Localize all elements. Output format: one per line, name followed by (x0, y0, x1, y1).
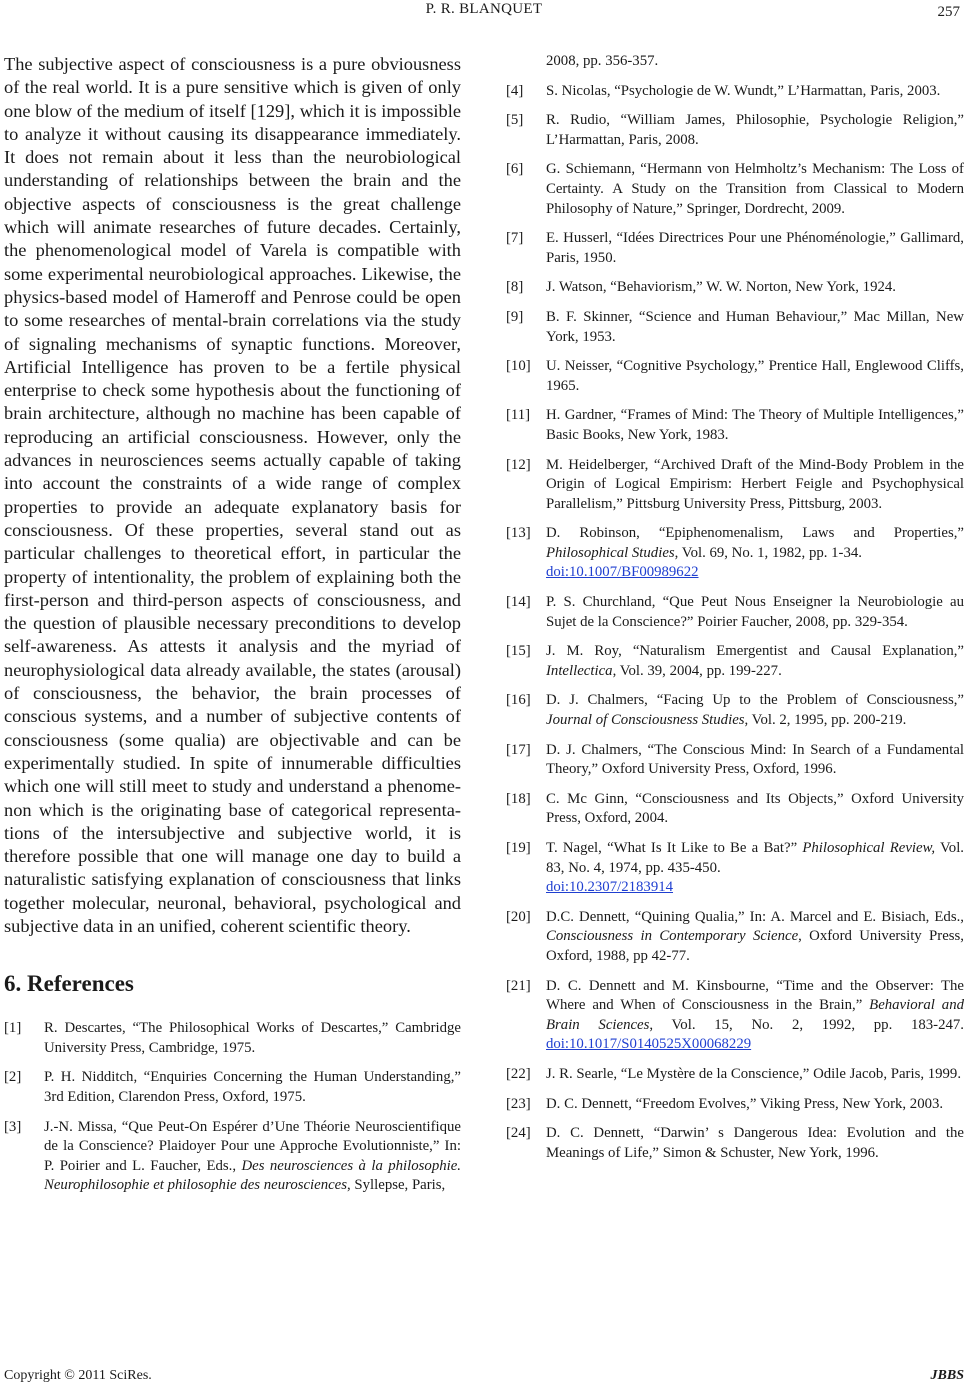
reference-text (546, 593, 964, 632)
reference-source-title: Intellectica (546, 662, 613, 679)
reference-text (546, 1095, 964, 1115)
reference-number (506, 52, 546, 72)
reference-citation-tail: , Vol. 15, No. 2, 1992, pp. 183-247. (649, 1016, 965, 1033)
reference-citation-tail: Vol. 83, No. 4, 1974, pp. 435-450. (546, 840, 964, 876)
reference-text (546, 908, 964, 967)
reference-item (506, 1124, 964, 1163)
reference-number: [1] (4, 1020, 22, 1037)
reference-number: [22] (506, 1065, 531, 1082)
reference-number: [13] (506, 525, 531, 542)
reference-text (546, 642, 964, 681)
footer-journal: JBBS (930, 1368, 964, 1383)
reference-text (546, 741, 964, 780)
reference-citation-tail: , Vol. 39, 2004, pp. 199-227. (612, 662, 782, 679)
reference-item (506, 790, 964, 829)
reference-item (506, 642, 964, 681)
reference-number: [24] (506, 1125, 531, 1142)
reference-item (506, 82, 964, 102)
reference-citation: J.-N. Missa, “Que Peut-On Espérer d’Une Théorie Neuroscientifique de la Conscience? Plaidoyer Pour une Approche Evolutionniste,” In: P. Poirier and L. Faucher, Eds., (44, 1118, 461, 1174)
reference-source-title: Consciousness in Contemporary Science (546, 928, 799, 945)
reference-citation: C. Mc Ginn, “Consciousness and Its Objects,” Oxford University Press, Oxford, 2004. (546, 790, 964, 827)
reference-citation: M. Heidelberger, “Archived Draft of the Mind-Body Problem in the Origin of Logical Empirism: Herbert Feigle and Psychophysical Parallelism,” Pittsburg University Press, Pittsburg, 2003. (546, 456, 964, 512)
reference-item (506, 52, 964, 72)
reference-item (506, 456, 964, 515)
reference-item (506, 1065, 964, 1085)
reference-citation: D.C. Dennett, “Quining Qualia,” In: A. Marcel and E. Bisiach, Eds., (546, 908, 964, 925)
reference-citation: R. Descartes, “The Philosophical Works of Descartes,” Cambridge University Press, Cambridge, 1975. (44, 1020, 461, 1056)
reference-text (546, 790, 964, 829)
running-header-author: P. R. BLANQUET (425, 1, 543, 17)
reference-text (546, 308, 964, 347)
reference-citation: D. C. Dennett and M. Kinsbourne, “Time and the Observer: The Where and When of Consciousness in the Brain,” (546, 977, 964, 1014)
reference-text (546, 278, 964, 298)
reference-item (506, 908, 964, 967)
reference-item (506, 160, 964, 219)
reference-citation: J. Watson, “Behaviorism,” W. W. Norton, New York, 1924. (546, 279, 896, 296)
reference-number: [23] (506, 1095, 531, 1112)
reference-text (546, 160, 964, 219)
reference-number: [16] (506, 692, 531, 709)
reference-item (506, 977, 964, 1055)
reference-item (4, 1019, 461, 1058)
reference-source-title: Des neurosciences à la philosophie. Neurophilosophie et philosophie des neurosciences (44, 1157, 462, 1194)
doi-link[interactable]: doi:10.1007/BF00989622 (546, 564, 699, 581)
reference-citation: B. F. Skinner, “Science and Human Behaviour,” Mac Millan, New York, 1953. (546, 308, 964, 345)
reference-text (546, 111, 964, 150)
reference-item (506, 691, 964, 730)
reference-number: [14] (506, 594, 531, 611)
reference-citation: E. Husserl, “Idées Directrices Pour une Phénoménologie,” Gallimard, Paris, 1950. (546, 230, 964, 266)
reference-item (506, 229, 964, 268)
reference-citation: D. Robinson, “Epiphenomenalism, Laws and Properties,” (546, 525, 964, 542)
reference-citation: P. S. Churchland, “Que Peut Nous Enseigner la Neurobiologie au Sujet de la Conscience?” Poirier Faucher, 2008, pp. 329-354. (546, 594, 964, 630)
reference-number: [12] (506, 456, 531, 473)
reference-number: [19] (506, 840, 531, 856)
reference-item (4, 1118, 461, 1196)
reference-number: [15] (506, 643, 531, 660)
reference-item (506, 278, 964, 298)
reference-citation: J. R. Searle, “Le Mystère de la Conscience,” Odile Jacob, Paris, 1999. (546, 1065, 962, 1082)
reference-text (44, 1019, 461, 1058)
reference-item (506, 1095, 964, 1115)
doi-link[interactable]: doi:10.1017/S0140525X00068229 (546, 1036, 752, 1053)
reference-citation-tail: , Oxford University Press, Oxford, 1988, pp 42-77. (546, 928, 964, 964)
reference-text (546, 524, 964, 583)
reference-citation: R. Rudio, “William James, Philosophie, Psychologie Religion,” L’Harmattan, Paris, 2008. (546, 112, 964, 148)
reference-citation: P. H. Nidditch, “Enquiries Concerning the Human Understanding,” 3rd Edition, Clarendon Press, Oxford, 1975. (44, 1069, 461, 1106)
reference-citation: U. Neisser, “Cognitive Psychology,” Prentice Hall, Englewood Cliffs, 1965. (546, 358, 964, 394)
reference-citation: H. Gardner, “Frames of Mind: The Theory of Multiple Intelligences,” Basic Books, New York, 1983. (546, 407, 964, 443)
reference-item (506, 593, 964, 632)
reference-number: [3] (4, 1118, 22, 1135)
reference-number: [21] (506, 977, 531, 994)
reference-text (546, 977, 964, 1055)
reference-item (506, 406, 964, 445)
references-heading: 6. References (4, 971, 134, 997)
reference-citation-tail: , Vol. 2, 1995, pp. 200-219. (744, 712, 907, 729)
reference-citation: D. J. Chalmers, “Facing Up to the Problem of Consciousness,” (546, 692, 964, 709)
reference-number: [2] (4, 1069, 22, 1086)
reference-list-right (506, 52, 964, 1163)
reference-text (546, 52, 964, 72)
right-column (506, 52, 964, 1173)
body-paragraph: The subjective aspect of consciousness is a pure obviousness of the real world. It is a pure sensitive which is given of only one blow of the medium of itself [129], which it is impossible to analyze it without causing its disappearance immediately. It does not remain about it less than the neurobiological understanding of relationships between the brain and the objective aspects of consciousness is the great challenge which will animate researches of future decades. Certainly, the phenomenological model of Varela is compatible with some experimental neurobiological approaches. Likewise, the physics-based model of Hameroff and Penrose could be open to some researches of mental-brain correlations via the study of signaling mechanisms of synaptic functions. Moreover, Artificial Intelligence has proven to be a fertile physical enterprise to check some hypothesis about the functioning of brain architecture, although no machine has been capable of reproducing an artificial consciousness. However, only the advances in neurosciences seems actually capable of taking into account the constraints of a wide range of complex properties to provide an adequate explanatory basis for consciousness. Of these properties, several stand out as particular challenges to theoretical effort, in particular the property of intentionality, the problem of explaining both the first-person and third-person aspects of consciousness, and the question of plausible necessary preconditions to develop self-awareness. As attests it analysis and the myriad of neurophysiological data already available, the states (arousal) of consciousness, the behavior, the brain processes of conscious systems, and a number of subjective contents of consciousness (some qualia) are objectivable and can be experimentally studied. In spite of innumerable difficulties which one will still meet to study and understand a phenomenon which is the originating base of categorical representations of the intersubjective and subjective world, it is therefore possible that one will manage one day to build a naturalistic satisfying explanation of consciousness that links together molecular, neuronal, behavioral, psychological and subjective data in an unified, coherent scientific theory. (4, 54, 461, 936)
reference-citation: 2008, pp. 356-357. (546, 53, 659, 69)
reference-number: [7] (506, 230, 524, 247)
reference-citation: D. J. Chalmers, “The Conscious Mind: In Search of a Fundamental Theory,” Oxford University Press, Oxford, 1996. (546, 741, 964, 778)
reference-text (546, 456, 964, 515)
reference-number: [4] (506, 82, 524, 99)
reference-number: [11] (506, 407, 531, 424)
reference-text (546, 1124, 964, 1163)
reference-source-title: Philosophical Review, (802, 840, 936, 856)
reference-list-left (4, 1019, 461, 1196)
reference-citation: G. Schiemann, “Hermann von Helmholtz’s Mechanism: The Loss of Certainty. A Study on the Transition from Classical to Modern Philosophy of Nature,” Springer, Dordrecht, 2009. (546, 161, 964, 217)
reference-citation-tail: , Vol. 69, No. 1, 1982, pp. 1-34. (674, 544, 862, 561)
reference-text (546, 1065, 964, 1085)
reference-citation: D. C. Dennett, “Freedom Evolves,” Viking Press, New York, 2003. (546, 1095, 944, 1112)
reference-citation: D. C. Dennett, “Darwin’ s Dangerous Idea: Evolution and the Meanings of Life,” Simon & Schuster, New York, 1996. (546, 1125, 964, 1161)
reference-number: [20] (506, 908, 531, 925)
reference-citation: T. Nagel, “What Is It Like to Be a Bat?” (546, 840, 803, 856)
footer-copyright: Copyright © 2011 SciRes. (4, 1368, 152, 1383)
reference-text (546, 839, 964, 898)
reference-text (546, 82, 964, 102)
reference-number: [5] (506, 112, 524, 129)
reference-item (506, 357, 964, 396)
reference-text (546, 357, 964, 396)
reference-number: [10] (506, 358, 531, 375)
reference-text (44, 1118, 461, 1196)
reference-text (546, 229, 964, 268)
reference-text (546, 406, 964, 445)
page-number: 257 (937, 4, 960, 20)
reference-number: [17] (506, 741, 531, 758)
doi-link[interactable]: doi:10.2307/2183914 (546, 879, 674, 896)
reference-item (506, 839, 964, 898)
reference-item (4, 1068, 461, 1107)
reference-number: [9] (506, 308, 524, 325)
reference-text (546, 691, 964, 730)
reference-source-title: Philosophical Studies (546, 544, 675, 561)
reference-number: [8] (506, 279, 524, 296)
reference-item (506, 741, 964, 780)
reference-item (506, 524, 964, 583)
reference-number: [6] (506, 161, 524, 178)
reference-item (506, 111, 964, 150)
reference-citation-tail: , Syllepse, Paris, (347, 1177, 446, 1194)
reference-source-title: Behavioral and Brain Sciences (546, 997, 964, 1033)
reference-citation: J. M. Roy, “Naturalism Emergentist and Causal Explanation,” (546, 643, 964, 660)
reference-number: [18] (506, 790, 531, 807)
reference-source-title: Journal of Consciousness Studies (546, 712, 745, 729)
left-column (4, 53, 461, 1206)
reference-citation: S. Nicolas, “Psychologie de W. Wundt,” L’Harmattan, Paris, 2003. (546, 82, 941, 99)
reference-item (506, 308, 964, 347)
reference-text (44, 1068, 461, 1107)
